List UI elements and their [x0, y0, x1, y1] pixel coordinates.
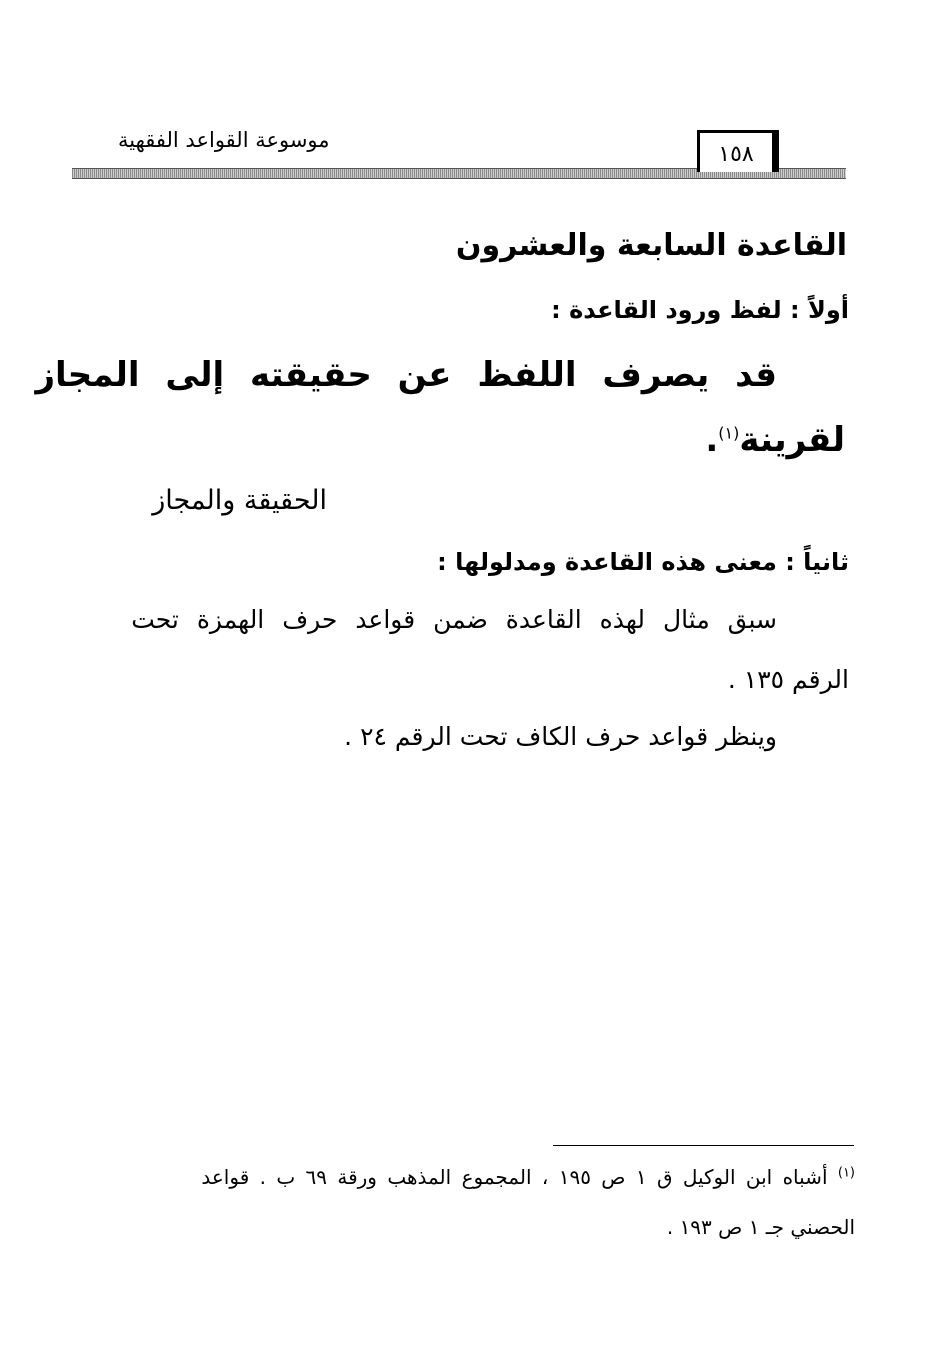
section-two-heading: ثانياً : معنى هذه القاعدة ومدلولها :	[437, 548, 849, 576]
keywords-line: الحقيقة والمجاز	[152, 485, 327, 516]
rule-text-period: .	[705, 420, 719, 460]
page-number: ١٥٨	[697, 130, 779, 172]
rule-text-word: لقرينة	[739, 420, 845, 460]
footnote-text-1: أشباه ابن الوكيل ق ١ ص ١٩٥ ، المجموع المذهب ورقة ٦٩ ب . قواعد	[201, 1165, 828, 1189]
footnote-line-1	[201, 1165, 855, 1189]
footnote-marker: (١)	[837, 1165, 855, 1181]
rule-text-line-1: قد يصرف اللفظ عن حقيقته إلى المجاز	[35, 355, 777, 395]
section-one-heading: أولاً : لفظ ورود القاعدة :	[551, 296, 849, 324]
paragraph-line-3: وينظر قواعد حرف الكاف تحت الرقم ٢٤ .	[344, 722, 777, 751]
footnote-line-2: الحصني جـ ١ ص ١٩٣ .	[666, 1215, 855, 1239]
rule-text-line-2	[705, 420, 845, 460]
paragraph-line-2: الرقم ١٣٥ .	[727, 665, 849, 694]
paragraph-line-1: سبق مثال لهذه القاعدة ضمن قواعد حرف الهمزة تحت	[131, 605, 777, 634]
running-title: موسوعة القواعد الفقهية	[118, 128, 330, 152]
footnote-separator	[553, 1145, 854, 1146]
footnote-reference: (١)	[718, 423, 740, 443]
rule-heading: القاعدة السابعة والعشرون	[455, 228, 847, 263]
